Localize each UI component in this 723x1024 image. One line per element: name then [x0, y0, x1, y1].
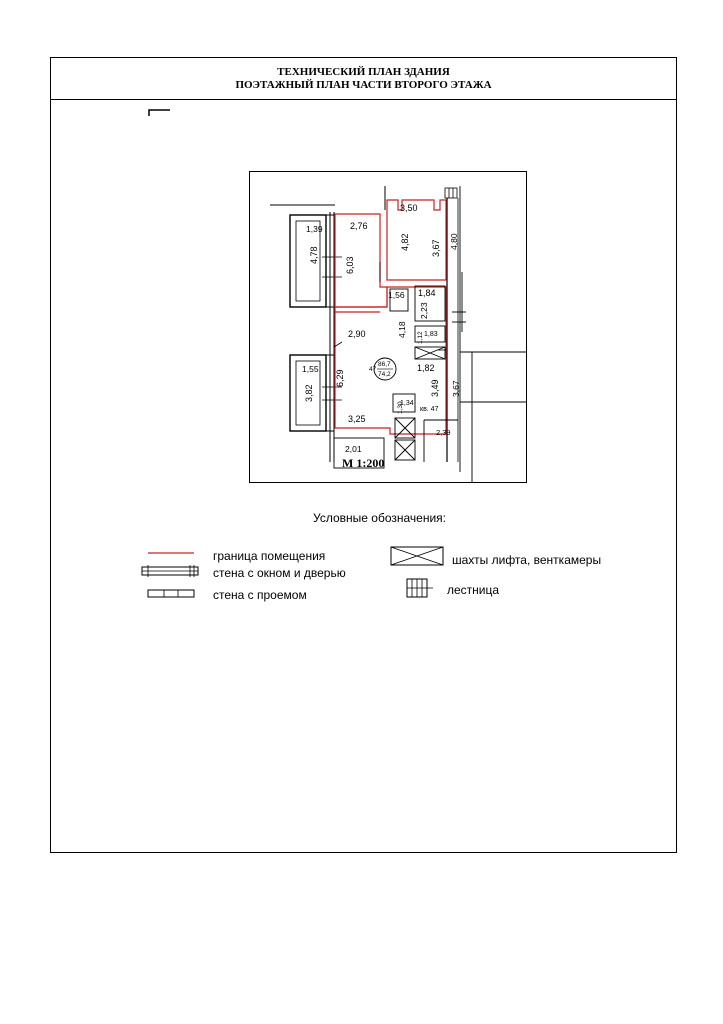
legend-title: Условные обозначения: — [313, 511, 446, 525]
dim-3-67-right: 3,67 — [451, 380, 461, 397]
apartment-total-area: 86,7 — [378, 361, 391, 368]
legend-stairs: лестница — [447, 583, 500, 597]
dim-1-39: 1,39 — [306, 224, 323, 234]
apartment-living-area: 74,2 — [378, 371, 391, 378]
dim-4-78: 4,78 — [309, 246, 319, 264]
plan-scale: М 1:200 — [342, 456, 385, 470]
wall-opening-icon — [146, 588, 198, 600]
dim-4-82: 4,82 — [400, 233, 410, 251]
section-mark — [148, 109, 172, 117]
dim-3-82: 3,82 — [304, 384, 314, 402]
legend-room-boundary: граница помещения — [213, 549, 326, 563]
dim-2-23: 2,23 — [419, 302, 429, 319]
stairs-icon — [406, 578, 436, 600]
wall-window-door-icon — [140, 564, 204, 578]
dim-1-30: 1,30 — [397, 401, 404, 414]
document-header — [51, 58, 676, 100]
dim-1-34: 1,34 — [400, 400, 414, 407]
apartment-kv-label: кв. 47 — [420, 406, 439, 413]
dim-6-03: 6,03 — [345, 256, 355, 274]
dim-3-50: 3,50 — [400, 203, 418, 213]
apartment-number: 47 — [369, 366, 377, 373]
dim-1-55: 1,55 — [302, 364, 319, 374]
dim-1-82: 1,82 — [417, 363, 435, 373]
dim-4-80: 4,80 — [449, 233, 459, 250]
shaft-icon — [390, 546, 446, 568]
room-boundary-icon — [148, 548, 200, 558]
dim-1-56: 1,56 — [388, 290, 405, 300]
legend-shafts: шахты лифта, венткамеры — [452, 553, 602, 567]
dim-6-29: 6,29 — [335, 369, 345, 387]
floor-plan — [249, 171, 527, 483]
legend-wall-opening: стена с проемом — [213, 588, 307, 602]
header-subtitle: ПОЭТАЖНЫЙ ПЛАН ЧАСТИ ВТОРОГО ЭТАЖА — [235, 79, 492, 91]
dim-1-83: 1,83 — [424, 331, 438, 338]
dim-2-01: 2,01 — [345, 444, 362, 454]
dim-2-90: 2,90 — [348, 329, 366, 339]
dim-4-18: 4,18 — [397, 321, 407, 338]
dim-3-49: 3,49 — [430, 379, 440, 397]
header-title: ТЕХНИЧЕСКИЙ ПЛАН ЗДАНИЯ — [277, 66, 450, 78]
dim-2-76: 2,76 — [350, 221, 368, 231]
dim-3-67-top: 3,67 — [431, 239, 441, 257]
dim-1-84: 1,84 — [418, 288, 436, 298]
dim-2-39: 2,39 — [436, 428, 451, 437]
legend-wall-window-door: стена с окном и дверью — [213, 566, 346, 580]
dim-3-25: 3,25 — [348, 414, 366, 424]
dim-1-12: 1,12 — [417, 331, 424, 344]
